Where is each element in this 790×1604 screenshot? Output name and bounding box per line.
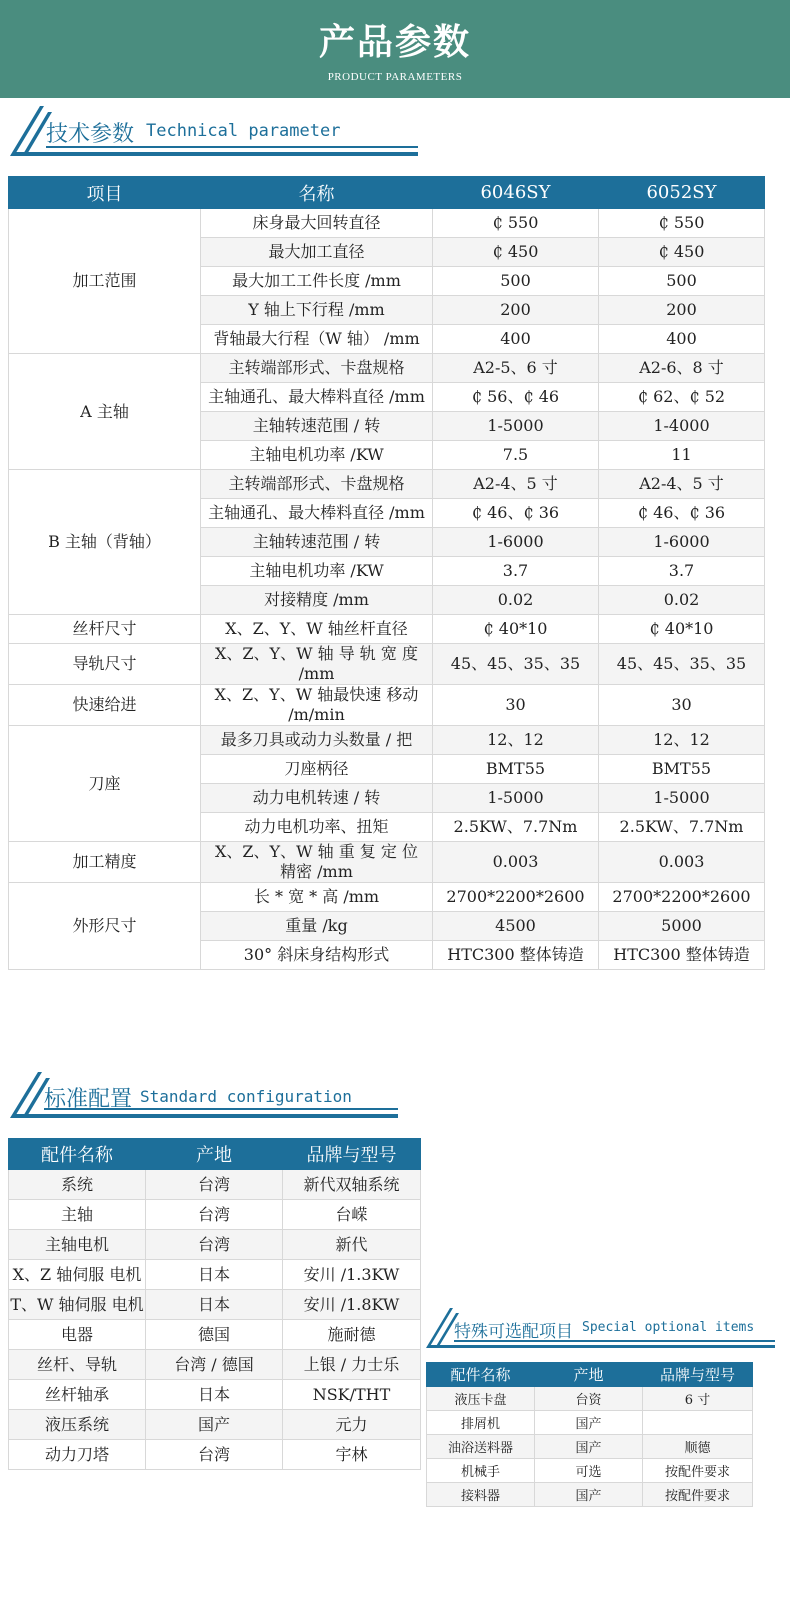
brand-model: 顺德 [643, 1435, 753, 1459]
value-6052sy: 12、12 [599, 726, 765, 755]
header-brand: 品牌与型号 [283, 1139, 421, 1170]
value-6046sy: 200 [433, 296, 599, 325]
origin: 日本 [146, 1380, 283, 1410]
header-origin: 产地 [535, 1363, 643, 1387]
value-6046sy: 1-5000 [433, 784, 599, 813]
value-6052sy: 1-4000 [599, 412, 765, 441]
special-optional-table [426, 1362, 753, 1507]
param-name: 动力电机转速 / 转 [201, 784, 433, 813]
table-header-row [9, 177, 765, 209]
value-6052sy: 500 [599, 267, 765, 296]
table-row [9, 615, 765, 644]
value-6052sy: 0.02 [599, 586, 765, 615]
brand-model: 宇林 [283, 1440, 421, 1470]
brand-model: 上银 / 力士乐 [283, 1350, 421, 1380]
value-6052sy: ₵ 550 [599, 209, 765, 238]
part-name: 油浴送料器 [427, 1435, 535, 1459]
origin: 台湾 [146, 1170, 283, 1200]
brand-model: 新代双轴系统 [283, 1170, 421, 1200]
param-name: 主轴电机功率 /KW [201, 441, 433, 470]
standard-configuration-table [8, 1138, 421, 1470]
part-name: 电器 [9, 1320, 146, 1350]
origin: 台湾 / 德国 [146, 1350, 283, 1380]
part-name: 丝杆、导轨 [9, 1350, 146, 1380]
standard-heading-cn: 标准配置 [44, 1087, 133, 1112]
part-name: 系统 [9, 1170, 146, 1200]
param-name: 主转端部形式、卡盘规格 [201, 354, 433, 383]
table-row [427, 1435, 753, 1459]
group-label: B 主轴（背轴） [9, 470, 201, 615]
value-6052sy: A2-6、8 寸 [599, 354, 765, 383]
param-name: 刀座柄径 [201, 755, 433, 784]
brand-model: 元力 [283, 1410, 421, 1440]
table-row [9, 209, 765, 238]
part-name: 主轴电机 [9, 1230, 146, 1260]
value-6046sy: 500 [433, 267, 599, 296]
param-name: 重量 /kg [201, 912, 433, 941]
value-6052sy: 400 [599, 325, 765, 354]
group-label: 快速给进 [9, 685, 201, 726]
part-name: 排屑机 [427, 1411, 535, 1435]
value-6046sy: ₵ 550 [433, 209, 599, 238]
part-name: 接料器 [427, 1483, 535, 1507]
value-6046sy: 0.003 [433, 842, 599, 883]
value-6046sy: ₵ 40*10 [433, 615, 599, 644]
value-6046sy: 7.5 [433, 441, 599, 470]
header-model-1: 6046SY [433, 177, 599, 209]
origin: 台湾 [146, 1230, 283, 1260]
header-brand: 品牌与型号 [643, 1363, 753, 1387]
origin: 德国 [146, 1320, 283, 1350]
origin: 台资 [535, 1387, 643, 1411]
table-row [9, 883, 765, 912]
technical-heading-en: Technical parameter [146, 121, 341, 141]
param-name: X、Z、Y、W 轴丝杆直径 [201, 615, 433, 644]
value-6046sy: 45、45、35、35 [433, 644, 599, 685]
value-6052sy: 1-5000 [599, 784, 765, 813]
optional-heading-cn: 特殊可选配项目 [454, 1322, 573, 1342]
param-name: 主轴通孔、最大棒料直径 /mm [201, 499, 433, 528]
table-row [9, 685, 765, 726]
origin: 台湾 [146, 1200, 283, 1230]
value-6046sy: 4500 [433, 912, 599, 941]
part-name: 主轴 [9, 1200, 146, 1230]
part-name: 动力刀塔 [9, 1440, 146, 1470]
value-6046sy: ₵ 450 [433, 238, 599, 267]
value-6046sy: 1-6000 [433, 528, 599, 557]
param-name: X、Z、Y、W 轴 重 复 定 位 精密 /mm [201, 842, 433, 883]
param-name: 背轴最大行程（W 轴） /mm [201, 325, 433, 354]
standard-heading [0, 1068, 410, 1124]
table-row [9, 1200, 421, 1230]
value-6046sy: 3.7 [433, 557, 599, 586]
table-row [9, 470, 765, 499]
brand-model: 6 寸 [643, 1387, 753, 1411]
param-name: 最大加工直径 [201, 238, 433, 267]
param-name: 30° 斜床身结构形式 [201, 941, 433, 970]
optional-heading [420, 1304, 782, 1352]
value-6052sy: ₵ 62、₵ 52 [599, 383, 765, 412]
param-name: 主轴转速范围 / 转 [201, 528, 433, 557]
value-6052sy: 3.7 [599, 557, 765, 586]
value-6046sy: A2-5、6 寸 [433, 354, 599, 383]
value-6052sy: 30 [599, 685, 765, 726]
group-label: 导轨尺寸 [9, 644, 201, 685]
header-part: 配件名称 [9, 1139, 146, 1170]
table-row [9, 1440, 421, 1470]
table-header-row [9, 1139, 421, 1170]
part-name: 液压卡盘 [427, 1387, 535, 1411]
param-name: Y 轴上下行程 /mm [201, 296, 433, 325]
table-row [427, 1483, 753, 1507]
value-6052sy: 1-6000 [599, 528, 765, 557]
value-6046sy: 0.02 [433, 586, 599, 615]
group-label: 加工精度 [9, 842, 201, 883]
value-6052sy: 0.003 [599, 842, 765, 883]
brand-model: NSK/THT [283, 1380, 421, 1410]
technical-parameter-table [8, 176, 765, 970]
table-row [9, 1260, 421, 1290]
value-6052sy: HTC300 整体铸造 [599, 941, 765, 970]
page-subtitle: PRODUCT PARAMETERS [327, 71, 463, 83]
param-name: X、Z、Y、W 轴最快速 移动 /m/min [201, 685, 433, 726]
param-name: 主转端部形式、卡盘规格 [201, 470, 433, 499]
group-label: 丝杆尺寸 [9, 615, 201, 644]
brand-model: 安川 /1.3KW [283, 1260, 421, 1290]
header-part: 配件名称 [427, 1363, 535, 1387]
origin: 日本 [146, 1290, 283, 1320]
table-row [9, 354, 765, 383]
value-6046sy: 400 [433, 325, 599, 354]
origin: 国产 [535, 1483, 643, 1507]
header-origin: 产地 [146, 1139, 283, 1170]
brand-model: 台嵘 [283, 1200, 421, 1230]
part-name: 液压系统 [9, 1410, 146, 1440]
brand-model [643, 1411, 753, 1435]
standard-heading-en: Standard configuration [140, 1087, 352, 1106]
value-6052sy: ₵ 40*10 [599, 615, 765, 644]
table-row [9, 842, 765, 883]
brand-model: 按配件要求 [643, 1483, 753, 1507]
value-6046sy: ₵ 56、₵ 46 [433, 383, 599, 412]
brand-model: 施耐德 [283, 1320, 421, 1350]
value-6046sy: BMT55 [433, 755, 599, 784]
param-name: 主轴通孔、最大棒料直径 /mm [201, 383, 433, 412]
value-6052sy: 200 [599, 296, 765, 325]
group-label: 刀座 [9, 726, 201, 842]
value-6052sy: 5000 [599, 912, 765, 941]
header-item: 项目 [9, 177, 201, 209]
param-name: 最大加工工件长度 /mm [201, 267, 433, 296]
table-row [9, 1170, 421, 1200]
technical-heading [0, 100, 430, 160]
origin: 可选 [535, 1459, 643, 1483]
value-6046sy: A2-4、5 寸 [433, 470, 599, 499]
table-row [9, 1230, 421, 1260]
part-name: 机械手 [427, 1459, 535, 1483]
optional-heading-en: Special optional items [582, 1320, 755, 1335]
value-6052sy: 45、45、35、35 [599, 644, 765, 685]
value-6052sy: 2700*2200*2600 [599, 883, 765, 912]
table-row [9, 726, 765, 755]
header-name: 名称 [201, 177, 433, 209]
part-name: 丝杆轴承 [9, 1380, 146, 1410]
group-label: A 主轴 [9, 354, 201, 470]
origin: 台湾 [146, 1440, 283, 1470]
param-name: 动力电机功率、扭矩 [201, 813, 433, 842]
param-name: X、Z、Y、W 轴 导 轨 宽 度 /mm [201, 644, 433, 685]
table-row [427, 1411, 753, 1435]
param-name: 对接精度 /mm [201, 586, 433, 615]
value-6046sy: 30 [433, 685, 599, 726]
table-row [9, 1410, 421, 1440]
param-name: 长 * 宽 * 高 /mm [201, 883, 433, 912]
page-title: 产品参数 [318, 22, 471, 63]
technical-heading-cn: 技术参数 [46, 122, 135, 147]
part-name: T、W 轴伺服 电机 [9, 1290, 146, 1320]
brand-model: 安川 /1.8KW [283, 1290, 421, 1320]
header-model-2: 6052SY [599, 177, 765, 209]
origin: 国产 [146, 1410, 283, 1440]
table-row [9, 1350, 421, 1380]
value-6046sy: 2.5KW、7.7Nm [433, 813, 599, 842]
brand-model: 新代 [283, 1230, 421, 1260]
value-6052sy: ₵ 450 [599, 238, 765, 267]
param-name: 最多刀具或动力头数量 / 把 [201, 726, 433, 755]
value-6052sy: 2.5KW、7.7Nm [599, 813, 765, 842]
origin: 国产 [535, 1435, 643, 1459]
table-row [427, 1459, 753, 1483]
value-6046sy: 2700*2200*2600 [433, 883, 599, 912]
group-label: 外形尺寸 [9, 883, 201, 970]
page-banner [0, 0, 790, 98]
brand-model: 按配件要求 [643, 1459, 753, 1483]
value-6052sy: ₵ 46、₵ 36 [599, 499, 765, 528]
origin: 日本 [146, 1260, 283, 1290]
table-row [9, 1320, 421, 1350]
value-6046sy: 12、12 [433, 726, 599, 755]
table-row [9, 1380, 421, 1410]
value-6052sy: 11 [599, 441, 765, 470]
value-6052sy: BMT55 [599, 755, 765, 784]
value-6046sy: HTC300 整体铸造 [433, 941, 599, 970]
table-row [427, 1387, 753, 1411]
value-6052sy: A2-4、5 寸 [599, 470, 765, 499]
table-row [9, 1290, 421, 1320]
table-row [9, 644, 765, 685]
group-label: 加工范围 [9, 209, 201, 354]
param-name: 主轴电机功率 /KW [201, 557, 433, 586]
value-6046sy: ₵ 46、₵ 36 [433, 499, 599, 528]
origin: 国产 [535, 1411, 643, 1435]
table-header-row [427, 1363, 753, 1387]
value-6046sy: 1-5000 [433, 412, 599, 441]
part-name: X、Z 轴伺服 电机 [9, 1260, 146, 1290]
param-name: 主轴转速范围 / 转 [201, 412, 433, 441]
param-name: 床身最大回转直径 [201, 209, 433, 238]
